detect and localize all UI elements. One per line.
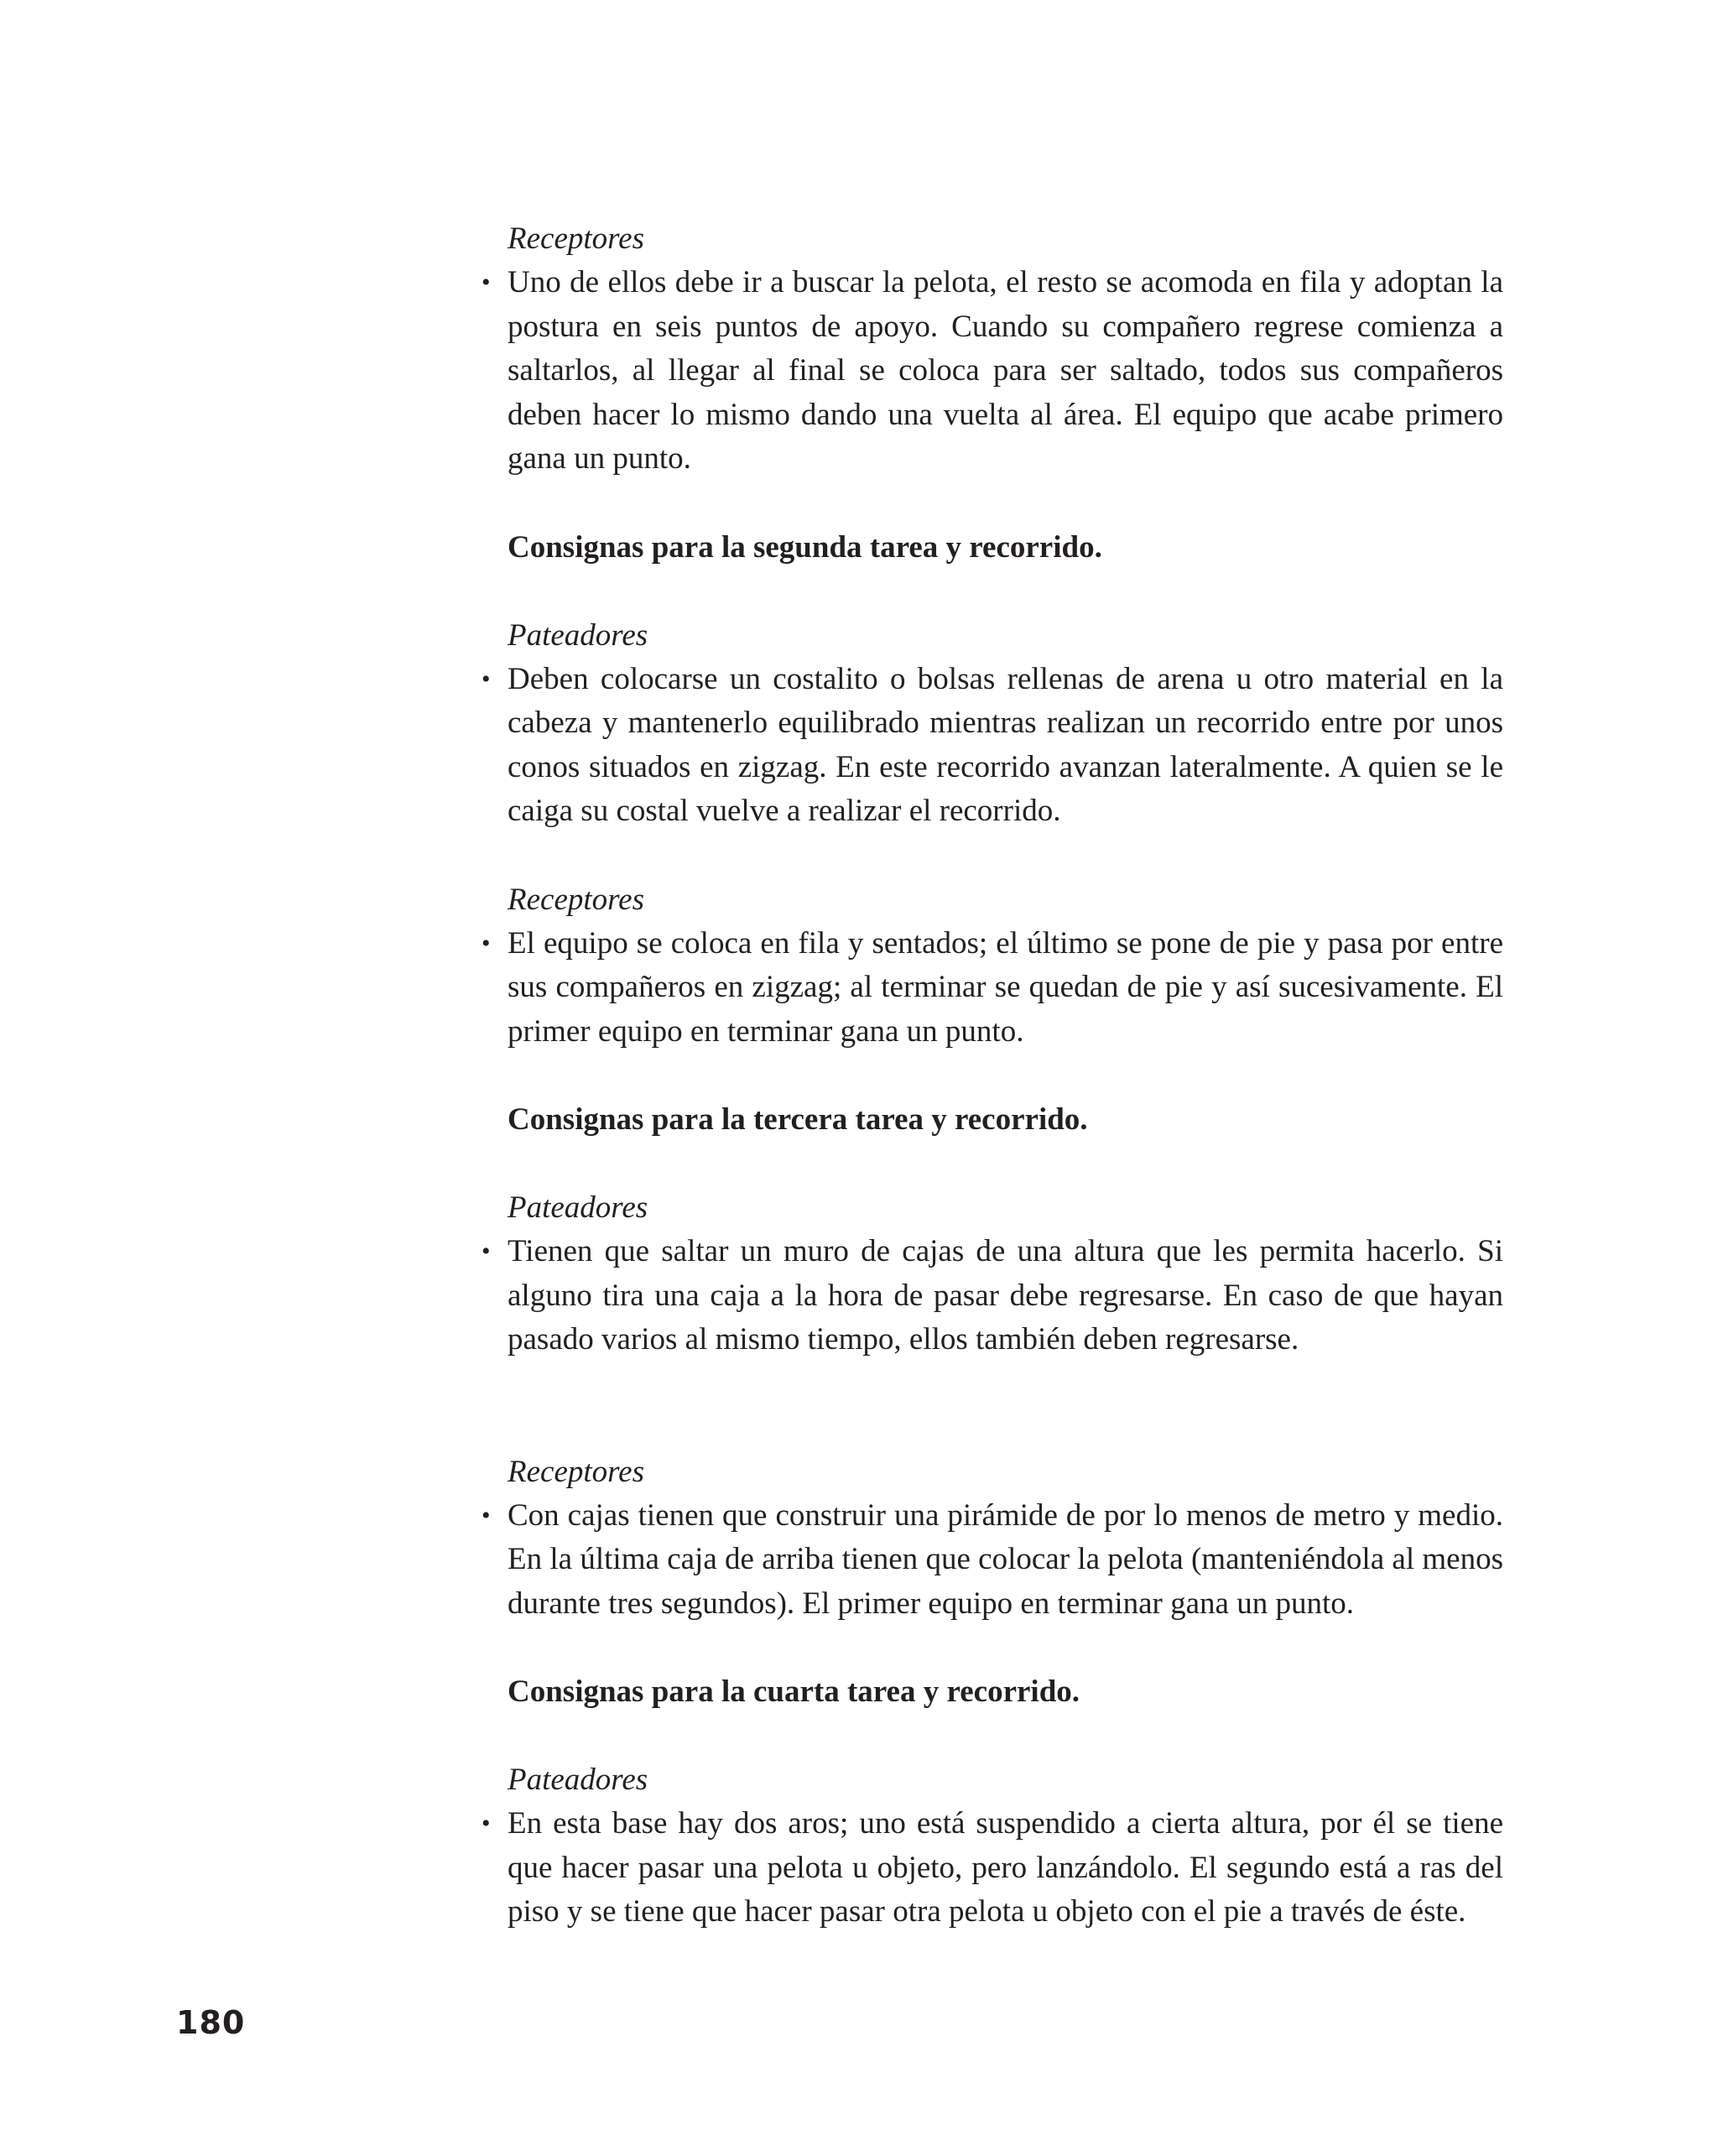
bullet-icon: •: [482, 664, 491, 693]
bullet-item: [482, 922, 1503, 1055]
bullet-item: [482, 1802, 1503, 1935]
bullet-item: [482, 261, 1503, 482]
subheading-pateadores: Pateadores: [508, 1190, 648, 1225]
page-number: 180: [176, 2004, 246, 2041]
bullet-icon: •: [482, 268, 491, 296]
bullet-text: Uno de ellos debe ir a buscar la pelota, el resto se acomoda en fila y adoptan la postura en seis puntos de apoyo. Cuando su compañero regrese comienza a saltarlos, al llegar al final se coloca para ser saltado, todos sus compañeros deben hacer lo mismo dando una vuelta al área. El equipo que acabe primero gana un punto.: [508, 265, 1503, 476]
subheading-receptores: Receptores: [508, 221, 644, 256]
section-heading: Consignas para la tercera tarea y recorrido.: [508, 1102, 1088, 1137]
section-heading: Consignas para la segunda tarea y recorrido.: [508, 529, 1102, 565]
section-heading: Consignas para la cuarta tarea y recorrido.: [508, 1674, 1080, 1709]
bullet-icon: •: [482, 929, 491, 957]
subheading-pateadores: Pateadores: [508, 617, 648, 653]
bullet-icon: •: [482, 1501, 491, 1529]
bullet-text: Deben colocarse un costalito o bolsas rellenas de arena u otro material en la cabeza y mantenerlo equilibrado mientras realizan un recorrido entre por unos conos situados en zigzag. En este recorrido avanzan lateralmente. A quien se le caiga su costal vuelve a realizar el recorrido.: [508, 661, 1503, 828]
bullet-text: En esta base hay dos aros; uno está suspendido a cierta altura, por él se tiene que hacer pasar una pelota u objeto, pero lanzándolo. El segundo está a ras del piso y se tiene que hacer pasar otra pelota u objeto con el pie a través de éste.: [508, 1806, 1503, 1929]
subheading-pateadores: Pateadores: [508, 1763, 648, 1797]
bullet-text: El equipo se coloca en fila y sentados; el último se pone de pie y pasa por entre sus compañeros en zigzag; al terminar se quedan de pie y así sucesivamente. El primer equipo en terminar gana un punto.: [508, 925, 1503, 1049]
subheading-receptores: Receptores: [508, 882, 644, 917]
bullet-icon: •: [482, 1237, 491, 1265]
bullet-item: [482, 1494, 1503, 1627]
bullet-icon: •: [482, 1810, 491, 1837]
bullet-item: [482, 658, 1503, 834]
bullet-text: Tienen que saltar un muro de cajas de una altura que les permita hacerlo. Si alguno tira una caja a la hora de pasar debe regresarse. En caso de que hayan pasado varios al mismo tiempo, ellos también deben regresarse.: [508, 1234, 1503, 1357]
bullet-item: [482, 1230, 1503, 1362]
page-content: [482, 216, 1503, 1935]
bullet-text: Con cajas tienen que construir una pirámide de por lo menos de metro y medio. En la última caja de arriba tienen que colocar la pelota (manteniéndola al menos durante tres segundos). El primer equipo en terminar gana un punto.: [508, 1497, 1503, 1621]
subheading-receptores: Receptores: [508, 1454, 644, 1489]
